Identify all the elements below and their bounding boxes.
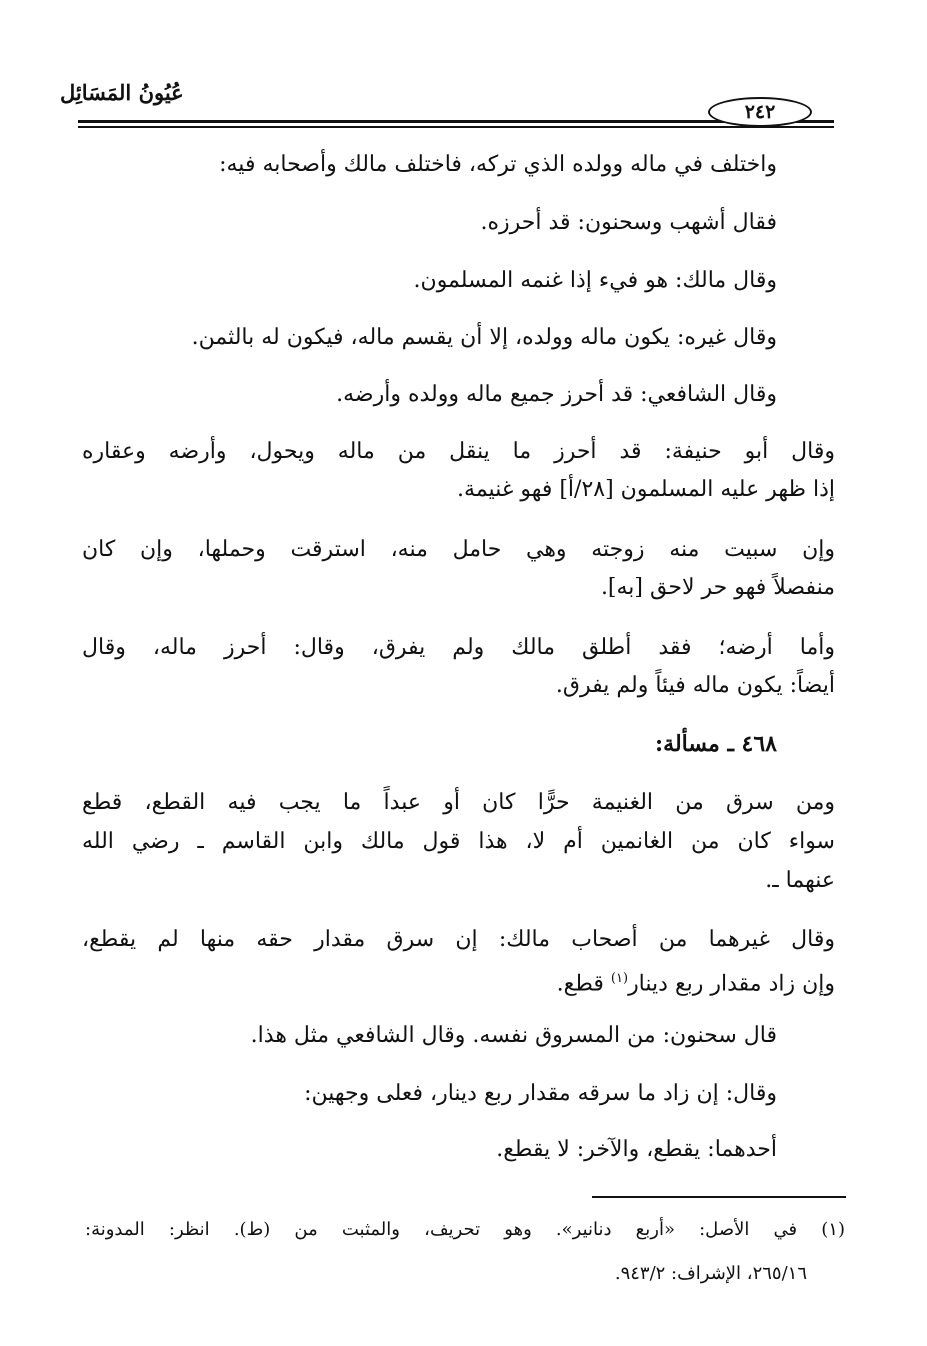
text-line: وقال غيره: يكون ماله وولده، إلا أن يقسم ماله، فيكون له بالثمن. [191,325,777,350]
footnote-line: ٢٦٥/١٦، الإشراف: ٩٤٣/٢. [614,1263,807,1284]
page-number: ٢٤٢ [744,101,776,123]
footnote-separator [592,1196,846,1198]
page-header [0,0,927,140]
text-line: عنهما ـ. [765,868,835,893]
text-line: منفصلاً فهو حر لاحق [به]. [600,575,835,600]
text-line: قال سحنون: من المسروق نفسه. وقال الشافعي مثل هذا. [250,1023,777,1048]
text-line: وإن سبيت منه زوجته وهي حامل منه، استرقت وحملها، وإن كان [82,537,835,562]
text-line: وقال أبو حنيفة: قد أحرز ما ينقل من ماله ويحول، وأرضه وعقاره [82,439,835,464]
text-segment: وإن زاد مقدار ربع دينار [628,971,835,997]
text-line: أحدهما: يقطع، والآخر: لا يقطع. [496,1137,777,1162]
text-line: وقال: إن زاد ما سرقه مقدار ربع دينار، فعلى وجهين: [304,1081,777,1106]
text-line: واختلف في ماله وولده الذي تركه، فاختلف مالك وأصحابه فيه: [219,152,777,177]
text-line: إذا ظهر عليه المسلمون [٢٨/أ] فهو غنيمة. [457,477,835,502]
text-line: أيضاً: يكون ماله فيئاً ولم يفرق. [555,673,835,698]
text-line: وأما أرضه؛ فقد أطلق مالك ولم يفرق، وقال: أحرز ماله، وقال [82,635,835,660]
text-line: سواء كان من الغانمين أم لا، هذا قول مالك وابن القاسم ـ رضي الله [82,829,835,854]
text-line: وقال مالك: هو فيء إذا غنمه المسلمون. [413,268,777,293]
issue-heading: ٤٦٨ ـ مسألة: [655,731,777,757]
text-line: وقال غيرهما من أصحاب مالك: إن سرق مقدار حقه منها لم يقطع، [82,927,835,952]
page-number-badge [708,97,812,127]
book-title: عُيُونُ المَسَائِل [60,80,184,105]
text-line: فقال أشهب وسحنون: قد أحرزه. [480,210,777,235]
text-line: ومن سرق من الغنيمة حرًّا كان أو عبداً ما يجب فيه القطع، قطع [82,790,835,815]
text-segment: قطع. [556,971,604,997]
footnote-line: (١) في الأصل: «أربع دنانير». وهو تحريف، والمثبت من (ط). انظر: المدونة: [85,1219,845,1240]
text-line: وقال الشافعي: قد أحرز جميع ماله وولده وأرضه. [336,382,777,407]
text-line-with-footnote [557,964,835,999]
header-rule-thin [78,126,834,128]
footnote-marker: (١) [610,971,629,986]
